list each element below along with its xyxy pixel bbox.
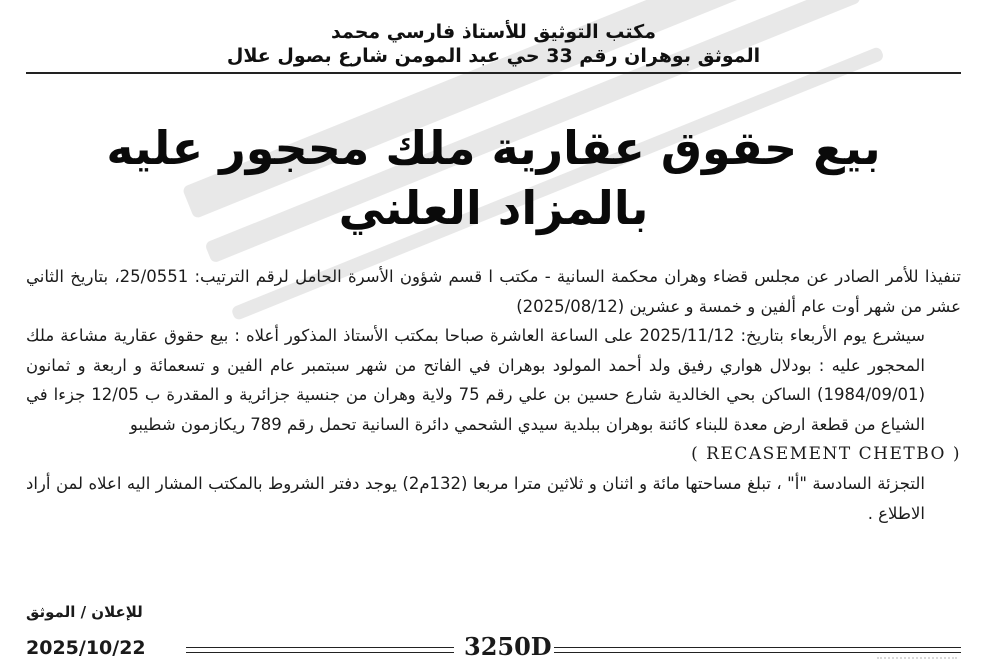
notice-footer xyxy=(26,603,961,661)
notary-address: الموثق بوهران رقم 33 حي عبد المومن شارع بصول علال xyxy=(226,45,761,67)
header-divider xyxy=(26,72,961,74)
recasement-label: ( RECASEMENT CHETBO ) xyxy=(691,444,961,464)
paragraph-sale-details: سيشرع يوم الأربعاء بتاريخ: 2025/11/12 على الساعة العاشرة صباحا بمكتب الأستاذ المذكور أعلاه : بيع حقوق عقارية مشاعة ملك المحجور عليه : بودلال هواري رفيق ولد أحمد المولود بوهران في الفاتح من شهر سبتمبر عام الفين و تسعمائة و اربعة و ثمانون (1984/09/01) الساكن بحي الخالدية شارع حسين بن علي رقم 75 ولاية وهران من جنسية جزائرية و المقدرة ب 12/05 جزءا في الشياع من قطعة ارض معدة للبناء كائنة بوهران ببلدية سيدي الشحمي دائرة السانية تحمل رقم 789 ريكازمون شطيبو xyxy=(26,326,925,434)
legal-notice xyxy=(26,20,961,665)
footer-bar xyxy=(26,631,961,661)
notice-code: 3250D xyxy=(464,632,552,661)
faint-stamp xyxy=(877,641,957,659)
paragraph-court-order: تنفيذا للأمر الصادر عن مجلس قضاء وهران محكمة السانية - مكتب ا قسم شؤون الأسرة الحامل لرقم الترتيب: 25/0551، بتاريخ الثاني عشر من شهر أوت عام ألفين و خمسة و عشرين (2025/08/12) xyxy=(26,267,962,316)
signature-label: للإعلان / الموثق xyxy=(26,603,143,621)
paragraph-plot-details: التجزئة السادسة "أ" ، تبلغ مساحتها مائة و اثنان و ثلاثين مترا مربعا (132م2) يوجد دفتر الشروط بالمكتب المشار اليه اعلاه لمن أراد الاطلاع . xyxy=(26,474,925,523)
notice-body xyxy=(26,262,961,528)
notary-office-name: مكتب التوثيق للأستاذ فارسي محمد xyxy=(331,21,656,43)
publication-date: 2025/10/22 xyxy=(26,637,146,659)
notice-title: بيع حقوق عقارية ملك محجور عليه بالمزاد العلني xyxy=(106,121,881,235)
footer-rule-left xyxy=(186,647,454,653)
